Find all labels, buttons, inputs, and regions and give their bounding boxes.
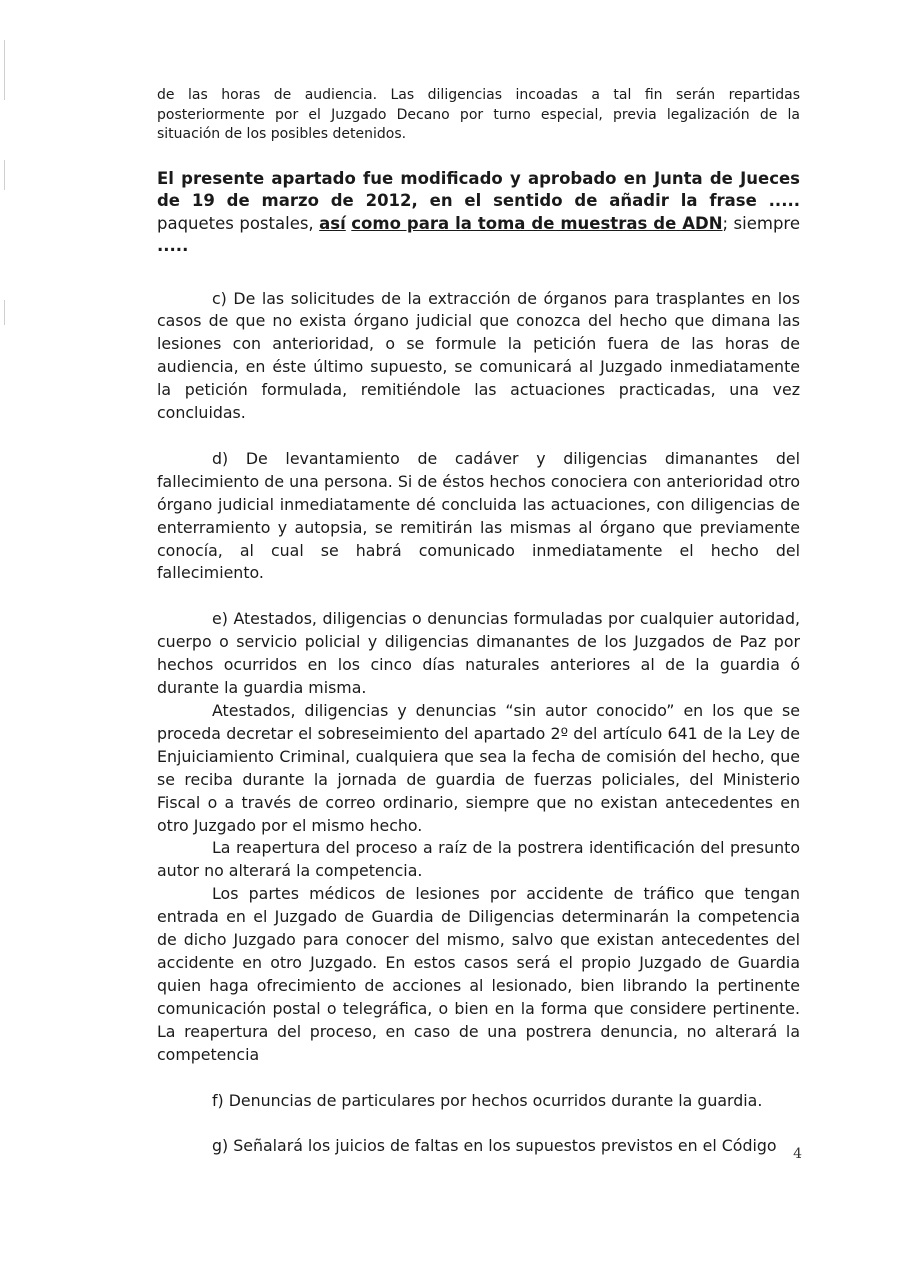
section-e-paragraph-2: Atestados, diligencias y denuncias “sin autor conocido” en los que se proceda decretar el sobreseimiento del apartado 2º del artículo 641 de la Ley de Enjuiciamiento Criminal, cualquiera que sea la fecha de comisión del hecho, que se reciba durante la jornada de guardia de fuerzas policiales, del Ministerio Fiscal o a través de correo ordinario, siempre que no existan antecedentes en otro Juzgado por el mismo hecho. [157,701,800,835]
amendment-plain-1: paquetes postales, [157,213,320,233]
intro-paragraph: de las horas de audiencia. Las diligencias incoadas a tal fin serán repartidas posteriormente por el Juzgado Decano por turno especial, previa legalización de la situación de los posibles detenidos. [157,87,800,142]
section-d: d) De levantamiento de cadáver y diligencias dimanantes del fallecimiento de una persona. Si de éstos hechos conociera con anterioridad otro órgano judicial inmediatamente dé concluida las actuaciones, con diligencias de enterramiento y autopsia, se remitirán las mismas al órgano que previamente conocía, al cual se habrá comunicado inmediatamente el hecho del fallecimiento. [157,448,800,583]
section-g: g) Señalará los juicios de faltas en los supuestos previstos en el Código [212,1136,777,1156]
amendment-bold-tail: ..... [157,236,189,255]
amendment-bold-text: El presente apartado fue modificado y aprobado en Junta de Jueces de 19 de marzo de 2012, en el sentido de añadir la frase ..... [157,168,800,210]
scan-artifact [4,300,5,325]
section-e-paragraph-4: Los partes médicos de lesiones por accidente de tráfico que tengan entrada en el Juzgado de Guardia de Diligencias determinarán la competencia de dicho Juzgado para conocer del mismo, salvo que existan antecedentes del accidente en otro Juzgado. En estos casos será el propio Juzgado de Guardia quien haga ofrecimiento de acciones al lesionado, bien librando la pertinente comunicación postal o telegráfica, o bien en la forma que considere pertinente. La reapertura del proceso, en caso de una postrera denuncia, no alterará la competencia [157,884,800,1064]
scan-artifact [4,40,5,100]
section-e-paragraph-3: La reapertura del proceso a raíz de la postrera identificación del presunto autor no alterará la competencia. [157,838,800,881]
amendment-underlined-2: como para la toma de muestras de ADN [351,213,723,233]
amendment-note [157,168,800,258]
scan-artifact [4,160,5,190]
document-body [157,86,800,1158]
section-c: c) De las solicitudes de la extracción de órganos para trasplantes en los casos de que no exista órgano judicial que conozca del hecho que dimana las lesiones con anterioridad, o se formule la petición fuera de las horas de audiencia, en éste último supuesto, se comunicará al Juzgado inmediatamente la petición formulada, remitiéndole las actuaciones practicadas, una vez concluidas. [157,288,800,423]
page-number: 4 [793,1146,802,1162]
amendment-plain-3: ; siempre [722,213,801,233]
section-f: f) Denuncias de particulares por hechos ocurridos durante la guardia. [212,1090,763,1110]
amendment-underlined-1: así [319,213,346,233]
section-e: e) Atestados, diligencias o denuncias formuladas por cualquier autoridad, cuerpo o servicio policial y diligencias dimanantes de los Juzgados de Paz por hechos ocurridos en los cinco días naturales anteriores al de la guardia ó durante la guardia misma. [157,609,800,698]
